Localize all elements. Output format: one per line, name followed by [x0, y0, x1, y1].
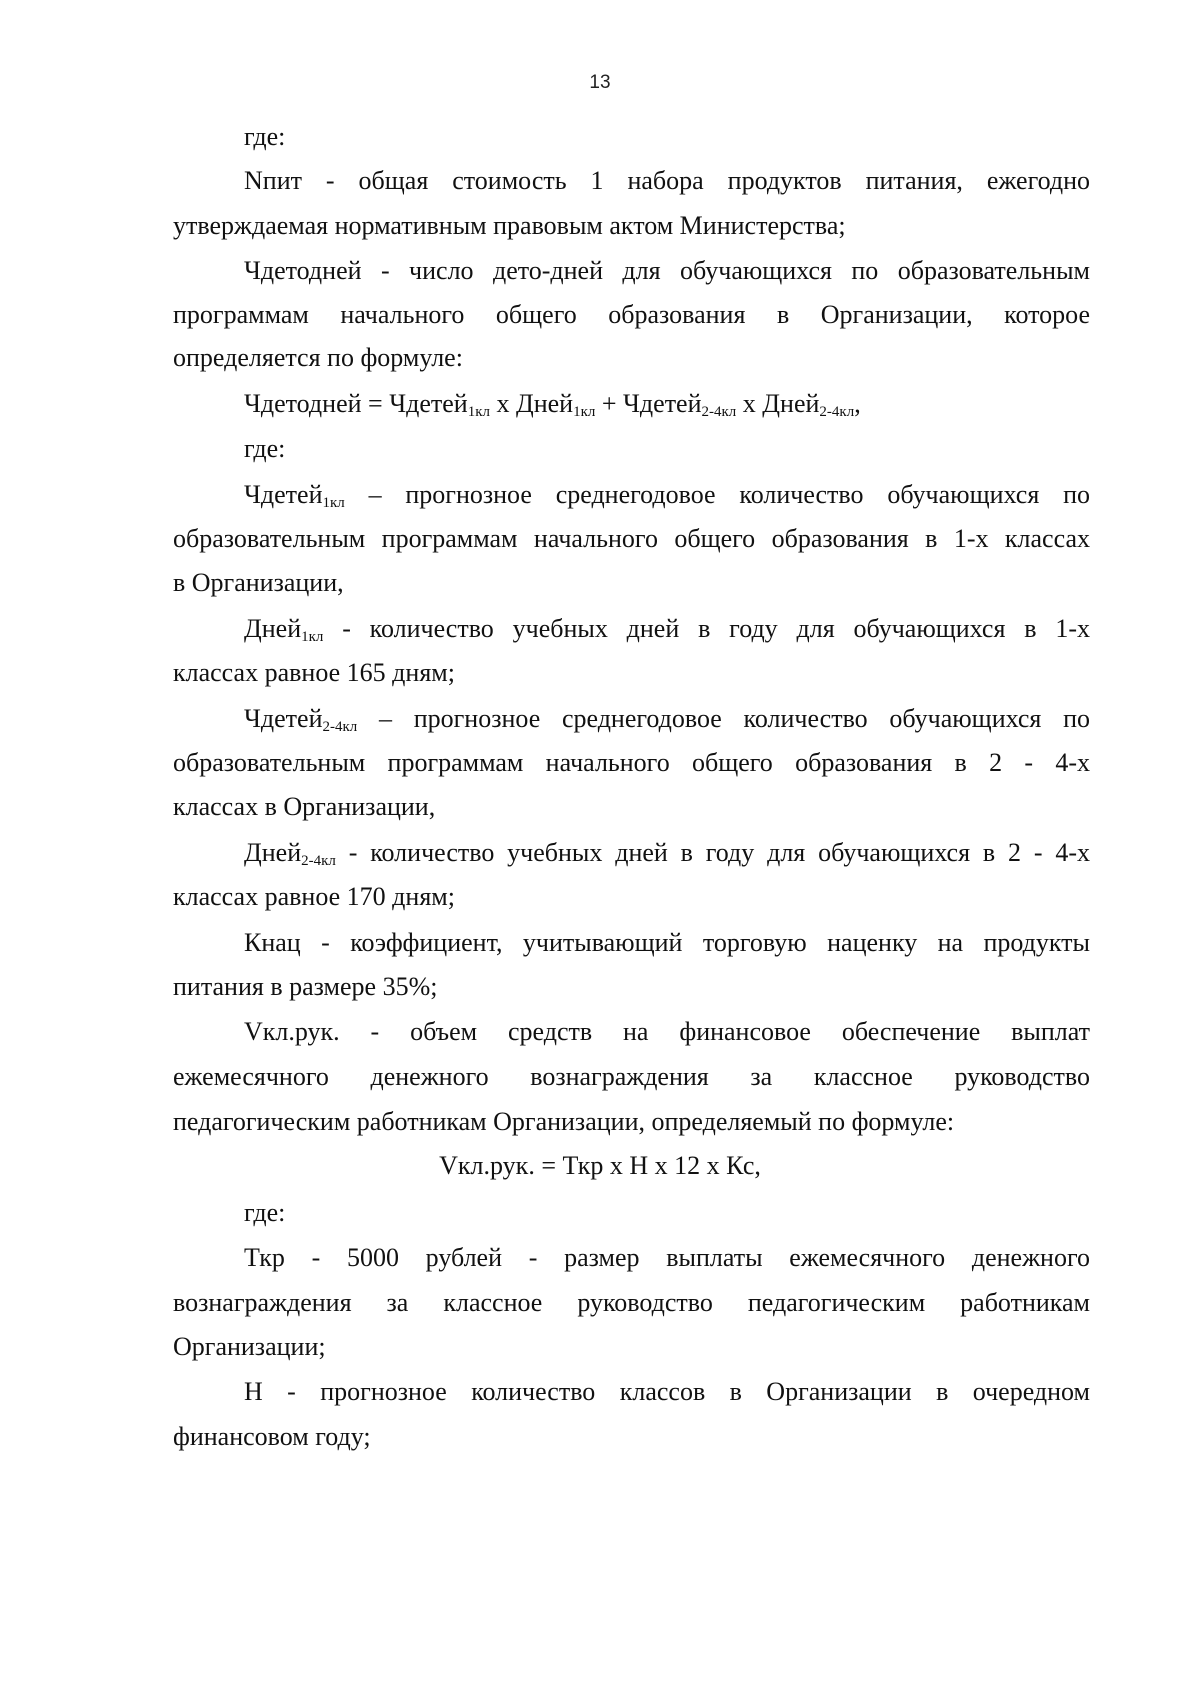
text-line: Чдетодней - число дето-дней для обучающихся по образовательным [244, 256, 1090, 285]
formula-subscript: 1кл [573, 404, 596, 420]
term-subscript: 2-4кл [301, 853, 336, 869]
formula-part: Чдетодней = Чдетей [244, 389, 468, 418]
text-line: Кнац - коэффициент, учитывающий торговую наценку на продукты [244, 928, 1090, 957]
formula-subscript: 2-4кл [701, 404, 737, 420]
text-line: Vкл.рук. - объем средств на финансовое обеспечение выплат [244, 1017, 1090, 1046]
text-line: вознаграждения за классное руководство педагогическим работникам [173, 1288, 1090, 1317]
term: Дней [244, 614, 302, 643]
text-line: ежемесячного денежного вознаграждения за классное руководство [173, 1062, 1090, 1091]
text-line: питания в размере 35%; [173, 972, 438, 1001]
text-line: Организации; [173, 1332, 326, 1361]
definition-line [244, 480, 1090, 510]
text-line: Nпит - общая стоимость 1 набора продуктов питания, ежегодно [244, 166, 1090, 195]
text-line: образовательным программам начального общего образования в 2 - 4-х [173, 748, 1090, 777]
text-line: определяется по формуле: [173, 343, 463, 372]
text-line: классах равное 165 дням; [173, 658, 455, 687]
definition-text: - количество учебных дней в году для обучающихся в 1-х [323, 614, 1090, 643]
definition-text: – прогнозное среднегодовое количество обучающихся по [344, 480, 1090, 509]
text-line: утверждаемая нормативным правовым актом Министерства; [173, 211, 846, 240]
page-number: 13 [589, 72, 611, 93]
text-line: классах в Организации, [173, 792, 436, 821]
text-line: финансовом году; [173, 1422, 371, 1451]
text-line: где: [244, 1198, 286, 1227]
definition-text: – прогнозное среднегодовое количество обучающихся по [357, 704, 1090, 733]
text-line: Ткр - 5000 рублей - размер выплаты ежемесячного денежного [244, 1243, 1090, 1272]
text-line: программам начального общего образования в Организации, которое [173, 300, 1090, 329]
text-line: образовательным программам начального общего образования в 1-х классах [173, 524, 1090, 553]
term-subscript: 2-4кл [322, 719, 358, 735]
formula-subscript: 1кл [467, 404, 490, 420]
term: Дней [244, 838, 302, 867]
text-line: где: [244, 122, 286, 151]
formula-part: + Чдетей [595, 389, 702, 418]
formula-line [244, 389, 861, 419]
formula-part: х Дней [489, 389, 574, 418]
definition-line [244, 614, 1090, 644]
text-line: педагогическим работникам Организации, определяемый по формуле: [173, 1107, 955, 1136]
definition-text: - количество учебных дней в году для обучающихся в 2 - 4-х [335, 838, 1090, 867]
text-line: где: [244, 434, 286, 463]
definition-line [244, 704, 1090, 734]
term: Чдетей [244, 480, 323, 509]
term-subscript: 1кл [301, 629, 324, 645]
term: Чдетей [244, 704, 323, 733]
definition-line [244, 838, 1090, 868]
term-subscript: 1кл [322, 495, 345, 511]
text-line: классах равное 170 дням; [173, 882, 455, 911]
text-line: Н - прогнозное количество классов в Организации в очередном [244, 1377, 1090, 1406]
formula-line: Vкл.рук. = Ткр х Н х 12 х Кс, [439, 1151, 761, 1180]
formula-subscript: 2-4кл [819, 404, 855, 420]
formula-part: , [854, 389, 861, 418]
text-line: в Организации, [173, 568, 344, 597]
formula-part: х Дней [736, 389, 820, 418]
